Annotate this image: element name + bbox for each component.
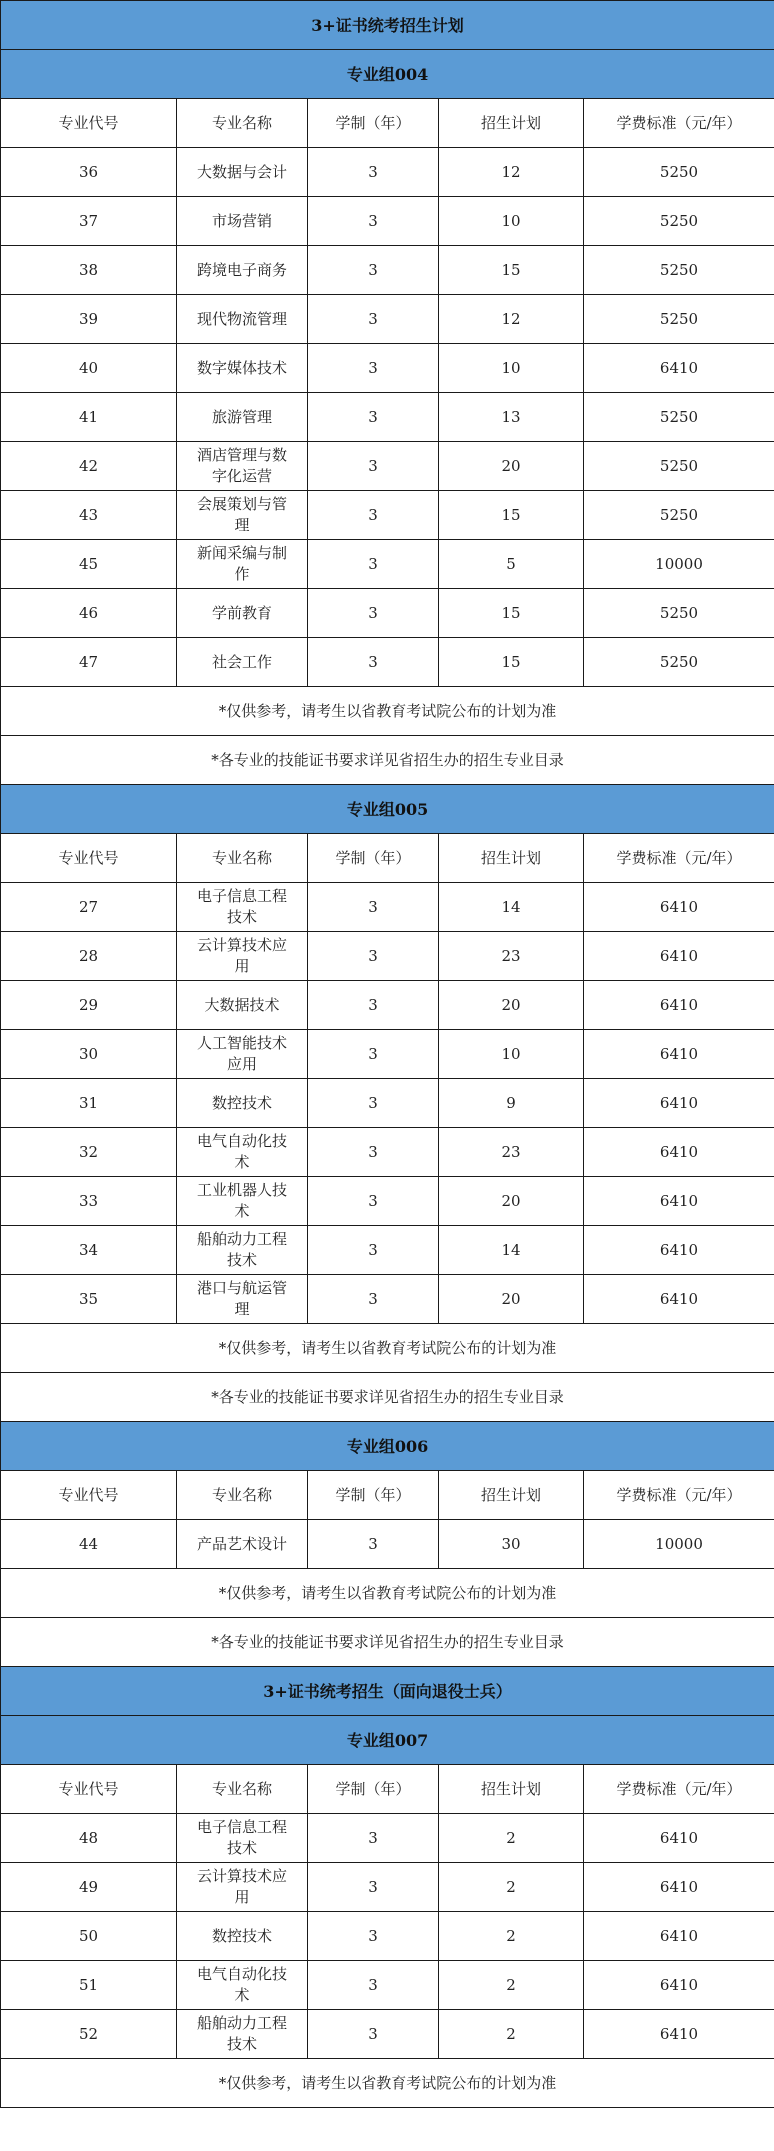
- column-header-enrollment: 招生计划: [439, 99, 584, 148]
- column-header-row: [1, 99, 774, 148]
- cell-tuition: 5250: [584, 491, 774, 540]
- cell-major-code: 50: [1, 1912, 177, 1961]
- table-row: [1, 1520, 774, 1569]
- cell-enrollment: 20: [439, 1275, 584, 1324]
- cell-tuition: 5250: [584, 442, 774, 491]
- cell-major-name: [177, 442, 308, 491]
- table-row: [1, 883, 774, 932]
- cell-duration: 3: [308, 442, 439, 491]
- cell-tuition: 6410: [584, 1912, 774, 1961]
- table-row: [1, 1079, 774, 1128]
- cell-major-name: [177, 1275, 308, 1324]
- table-row: [1, 540, 774, 589]
- major-name-text: 人工智能技术应用: [197, 1034, 288, 1073]
- table-row: [1, 2010, 774, 2059]
- group-title: 专业组004: [1, 50, 774, 99]
- cell-major-name: [177, 1863, 308, 1912]
- cell-major-name: [177, 1520, 308, 1569]
- cell-enrollment: 15: [439, 589, 584, 638]
- cell-enrollment: 2: [439, 1961, 584, 2010]
- table-row: [1, 246, 774, 295]
- column-header-major-name: 专业名称: [177, 99, 308, 148]
- major-name-text: 船舶动力工程技术: [197, 2014, 288, 2053]
- note-reference-row: [1, 2059, 774, 2108]
- column-header-tuition: 学费标准（元/年）: [584, 99, 774, 148]
- note-certificate: *各专业的技能证书要求详见省招生办的招生专业目录: [1, 1373, 774, 1422]
- cell-tuition: 6410: [584, 1814, 774, 1863]
- column-header-major-code: 专业代号: [1, 834, 177, 883]
- cell-enrollment: 10: [439, 1030, 584, 1079]
- column-header-enrollment: 招生计划: [439, 1765, 584, 1814]
- cell-enrollment: 2: [439, 2010, 584, 2059]
- table-row: [1, 1226, 774, 1275]
- table-row: [1, 197, 774, 246]
- major-name-text: 电子信息工程技术: [197, 887, 288, 926]
- major-name-text: 大数据技术: [204, 995, 280, 1014]
- cell-enrollment: 10: [439, 197, 584, 246]
- cell-tuition: 6410: [584, 883, 774, 932]
- cell-tuition: 6410: [584, 1275, 774, 1324]
- table-row: [1, 1030, 774, 1079]
- cell-tuition: 5250: [584, 148, 774, 197]
- group-title-row: [1, 1716, 774, 1765]
- cell-tuition: 6410: [584, 1177, 774, 1226]
- cell-major-name: [177, 981, 308, 1030]
- cell-major-name: [177, 491, 308, 540]
- cell-tuition: 6410: [584, 1226, 774, 1275]
- column-header-row: [1, 1471, 774, 1520]
- note-reference-row: [1, 1569, 774, 1618]
- cell-major-code: 43: [1, 491, 177, 540]
- column-header-enrollment: 招生计划: [439, 1471, 584, 1520]
- column-header-duration: 学制（年）: [308, 834, 439, 883]
- cell-major-name: [177, 638, 308, 687]
- cell-major-code: 33: [1, 1177, 177, 1226]
- cell-enrollment: 15: [439, 491, 584, 540]
- cell-duration: 3: [308, 1128, 439, 1177]
- cell-enrollment: 20: [439, 442, 584, 491]
- table-row: [1, 148, 774, 197]
- note-reference: *仅供参考，请考生以省教育考试院公布的计划为准: [1, 687, 774, 736]
- note-certificate-row: [1, 1618, 774, 1667]
- column-header-major-code: 专业代号: [1, 1471, 177, 1520]
- group-title: 专业组006: [1, 1422, 774, 1471]
- cell-enrollment: 14: [439, 883, 584, 932]
- cell-duration: 3: [308, 1520, 439, 1569]
- cell-major-code: 39: [1, 295, 177, 344]
- cell-duration: 3: [308, 883, 439, 932]
- column-header-duration: 学制（年）: [308, 99, 439, 148]
- cell-enrollment: 23: [439, 1128, 584, 1177]
- column-header-major-name: 专业名称: [177, 1471, 308, 1520]
- cell-duration: 3: [308, 491, 439, 540]
- major-name-text: 市场营销: [211, 211, 272, 230]
- cell-major-name: [177, 295, 308, 344]
- cell-major-code: 45: [1, 540, 177, 589]
- cell-enrollment: 20: [439, 1177, 584, 1226]
- cell-duration: 3: [308, 344, 439, 393]
- group-title-row: [1, 785, 774, 834]
- major-name-text: 船舶动力工程技术: [197, 1230, 288, 1269]
- cell-tuition: 6410: [584, 1079, 774, 1128]
- cell-enrollment: 2: [439, 1814, 584, 1863]
- major-name-text: 学前教育: [211, 603, 272, 622]
- cell-major-code: 49: [1, 1863, 177, 1912]
- cell-duration: 3: [308, 932, 439, 981]
- column-header-major-code: 专业代号: [1, 1765, 177, 1814]
- major-name-text: 港口与航运管理: [197, 1279, 288, 1318]
- cell-major-code: 40: [1, 344, 177, 393]
- cell-major-name: [177, 1912, 308, 1961]
- column-header-tuition: 学费标准（元/年）: [584, 1765, 774, 1814]
- table-row: [1, 1814, 774, 1863]
- cell-duration: 3: [308, 540, 439, 589]
- cell-tuition: 6410: [584, 1863, 774, 1912]
- major-name-text: 数字媒体技术: [197, 358, 288, 377]
- cell-major-name: [177, 344, 308, 393]
- cell-major-code: 31: [1, 1079, 177, 1128]
- cell-major-name: [177, 197, 308, 246]
- cell-duration: 3: [308, 246, 439, 295]
- major-name-text: 云计算技术应用: [197, 1867, 288, 1906]
- note-reference: *仅供参考，请考生以省教育考试院公布的计划为准: [1, 1324, 774, 1373]
- table-row: [1, 1863, 774, 1912]
- section-title: 3+证书统考招生计划: [1, 1, 774, 50]
- cell-major-code: 38: [1, 246, 177, 295]
- cell-tuition: 5250: [584, 197, 774, 246]
- table-row: [1, 932, 774, 981]
- column-header-tuition: 学费标准（元/年）: [584, 834, 774, 883]
- cell-duration: 3: [308, 393, 439, 442]
- major-name-text: 数控技术: [211, 1926, 272, 1945]
- note-reference: *仅供参考，请考生以省教育考试院公布的计划为准: [1, 2059, 774, 2108]
- column-header-major-code: 专业代号: [1, 99, 177, 148]
- cell-tuition: 6410: [584, 2010, 774, 2059]
- cell-major-code: 27: [1, 883, 177, 932]
- table-row: [1, 1177, 774, 1226]
- cell-duration: 3: [308, 1177, 439, 1226]
- cell-enrollment: 14: [439, 1226, 584, 1275]
- table-row: [1, 442, 774, 491]
- cell-major-name: [177, 540, 308, 589]
- table-row: [1, 638, 774, 687]
- cell-tuition: 10000: [584, 1520, 774, 1569]
- cell-enrollment: 2: [439, 1912, 584, 1961]
- note-certificate: *各专业的技能证书要求详见省招生办的招生专业目录: [1, 736, 774, 785]
- cell-major-code: 52: [1, 2010, 177, 2059]
- cell-duration: 3: [308, 1030, 439, 1079]
- table-row: [1, 491, 774, 540]
- table-row: [1, 589, 774, 638]
- cell-major-name: [177, 1226, 308, 1275]
- cell-tuition: 6410: [584, 1961, 774, 2010]
- major-name-text: 旅游管理: [211, 407, 272, 426]
- note-certificate-row: [1, 736, 774, 785]
- cell-duration: 3: [308, 981, 439, 1030]
- cell-tuition: 6410: [584, 932, 774, 981]
- major-name-text: 跨境电子商务: [197, 260, 288, 279]
- note-certificate: *各专业的技能证书要求详见省招生办的招生专业目录: [1, 1618, 774, 1667]
- cell-major-code: 35: [1, 1275, 177, 1324]
- column-header-enrollment: 招生计划: [439, 834, 584, 883]
- column-header-duration: 学制（年）: [308, 1471, 439, 1520]
- major-name-text: 云计算技术应用: [197, 936, 288, 975]
- group-title-row: [1, 50, 774, 99]
- cell-duration: 3: [308, 1912, 439, 1961]
- cell-duration: 3: [308, 148, 439, 197]
- cell-tuition: 6410: [584, 981, 774, 1030]
- group-title-row: [1, 1422, 774, 1471]
- section-title: 3+证书统考招生（面向退役士兵）: [1, 1667, 774, 1716]
- table-row: [1, 1128, 774, 1177]
- table-row: [1, 1912, 774, 1961]
- major-name-text: 社会工作: [211, 652, 272, 671]
- cell-enrollment: 10: [439, 344, 584, 393]
- table-row: [1, 1275, 774, 1324]
- cell-major-name: [177, 932, 308, 981]
- note-reference-row: [1, 1324, 774, 1373]
- cell-tuition: 5250: [584, 246, 774, 295]
- section-title-row: [1, 1, 774, 50]
- cell-major-code: 41: [1, 393, 177, 442]
- cell-major-name: [177, 393, 308, 442]
- cell-major-code: 32: [1, 1128, 177, 1177]
- cell-major-code: 28: [1, 932, 177, 981]
- cell-major-name: [177, 1177, 308, 1226]
- major-name-text: 工业机器人技术: [197, 1181, 288, 1220]
- cell-duration: 3: [308, 1275, 439, 1324]
- column-header-major-name: 专业名称: [177, 1765, 308, 1814]
- cell-duration: 3: [308, 589, 439, 638]
- cell-major-code: 51: [1, 1961, 177, 2010]
- note-certificate-row: [1, 1373, 774, 1422]
- cell-tuition: 6410: [584, 1128, 774, 1177]
- cell-major-code: 47: [1, 638, 177, 687]
- major-name-text: 现代物流管理: [197, 309, 288, 328]
- cell-tuition: 5250: [584, 638, 774, 687]
- cell-major-code: 48: [1, 1814, 177, 1863]
- cell-duration: 3: [308, 295, 439, 344]
- major-name-text: 新闻采编与制作: [197, 544, 288, 583]
- cell-duration: 3: [308, 1226, 439, 1275]
- cell-enrollment: 20: [439, 981, 584, 1030]
- cell-tuition: 5250: [584, 393, 774, 442]
- cell-enrollment: 2: [439, 1863, 584, 1912]
- cell-enrollment: 15: [439, 638, 584, 687]
- cell-major-code: 34: [1, 1226, 177, 1275]
- cell-major-name: [177, 1030, 308, 1079]
- cell-duration: 3: [308, 1961, 439, 2010]
- cell-major-name: [177, 1128, 308, 1177]
- note-reference: *仅供参考，请考生以省教育考试院公布的计划为准: [1, 1569, 774, 1618]
- cell-enrollment: 30: [439, 1520, 584, 1569]
- cell-enrollment: 9: [439, 1079, 584, 1128]
- cell-duration: 3: [308, 1863, 439, 1912]
- major-name-text: 大数据与会计: [197, 162, 288, 181]
- cell-major-code: 44: [1, 1520, 177, 1569]
- cell-major-code: 42: [1, 442, 177, 491]
- cell-enrollment: 12: [439, 148, 584, 197]
- cell-major-name: [177, 246, 308, 295]
- cell-major-name: [177, 1961, 308, 2010]
- cell-major-code: 29: [1, 981, 177, 1030]
- cell-major-name: [177, 883, 308, 932]
- section-title-row: [1, 1667, 774, 1716]
- major-name-text: 电子信息工程技术: [197, 1818, 288, 1857]
- cell-major-name: [177, 589, 308, 638]
- column-header-duration: 学制（年）: [308, 1765, 439, 1814]
- cell-enrollment: 23: [439, 932, 584, 981]
- cell-enrollment: 12: [439, 295, 584, 344]
- column-header-row: [1, 1765, 774, 1814]
- cell-tuition: 10000: [584, 540, 774, 589]
- cell-duration: 3: [308, 638, 439, 687]
- major-name-text: 电气自动化技术: [197, 1132, 288, 1171]
- major-name-text: 酒店管理与数字化运营: [197, 446, 288, 485]
- cell-enrollment: 15: [439, 246, 584, 295]
- major-name-text: 数控技术: [211, 1093, 272, 1112]
- column-header-tuition: 学费标准（元/年）: [584, 1471, 774, 1520]
- cell-duration: 3: [308, 197, 439, 246]
- cell-major-name: [177, 2010, 308, 2059]
- cell-enrollment: 5: [439, 540, 584, 589]
- cell-major-code: 37: [1, 197, 177, 246]
- table-row: [1, 344, 774, 393]
- note-reference-row: [1, 687, 774, 736]
- cell-tuition: 6410: [584, 1030, 774, 1079]
- group-title: 专业组005: [1, 785, 774, 834]
- major-name-text: 产品艺术设计: [197, 1534, 288, 1553]
- major-name-text: 会展策划与管理: [197, 495, 288, 534]
- cell-major-name: [177, 148, 308, 197]
- group-title: 专业组007: [1, 1716, 774, 1765]
- table-row: [1, 981, 774, 1030]
- column-header-row: [1, 834, 774, 883]
- cell-duration: 3: [308, 1814, 439, 1863]
- major-name-text: 电气自动化技术: [197, 1965, 288, 2004]
- cell-duration: 3: [308, 1079, 439, 1128]
- cell-duration: 3: [308, 2010, 439, 2059]
- cell-major-name: [177, 1814, 308, 1863]
- cell-tuition: 6410: [584, 344, 774, 393]
- column-header-major-name: 专业名称: [177, 834, 308, 883]
- table-row: [1, 393, 774, 442]
- cell-major-code: 36: [1, 148, 177, 197]
- table-row: [1, 295, 774, 344]
- table-row: [1, 1961, 774, 2010]
- cell-tuition: 5250: [584, 589, 774, 638]
- cell-major-code: 30: [1, 1030, 177, 1079]
- cell-major-code: 46: [1, 589, 177, 638]
- cell-enrollment: 13: [439, 393, 584, 442]
- cell-major-name: [177, 1079, 308, 1128]
- cell-tuition: 5250: [584, 295, 774, 344]
